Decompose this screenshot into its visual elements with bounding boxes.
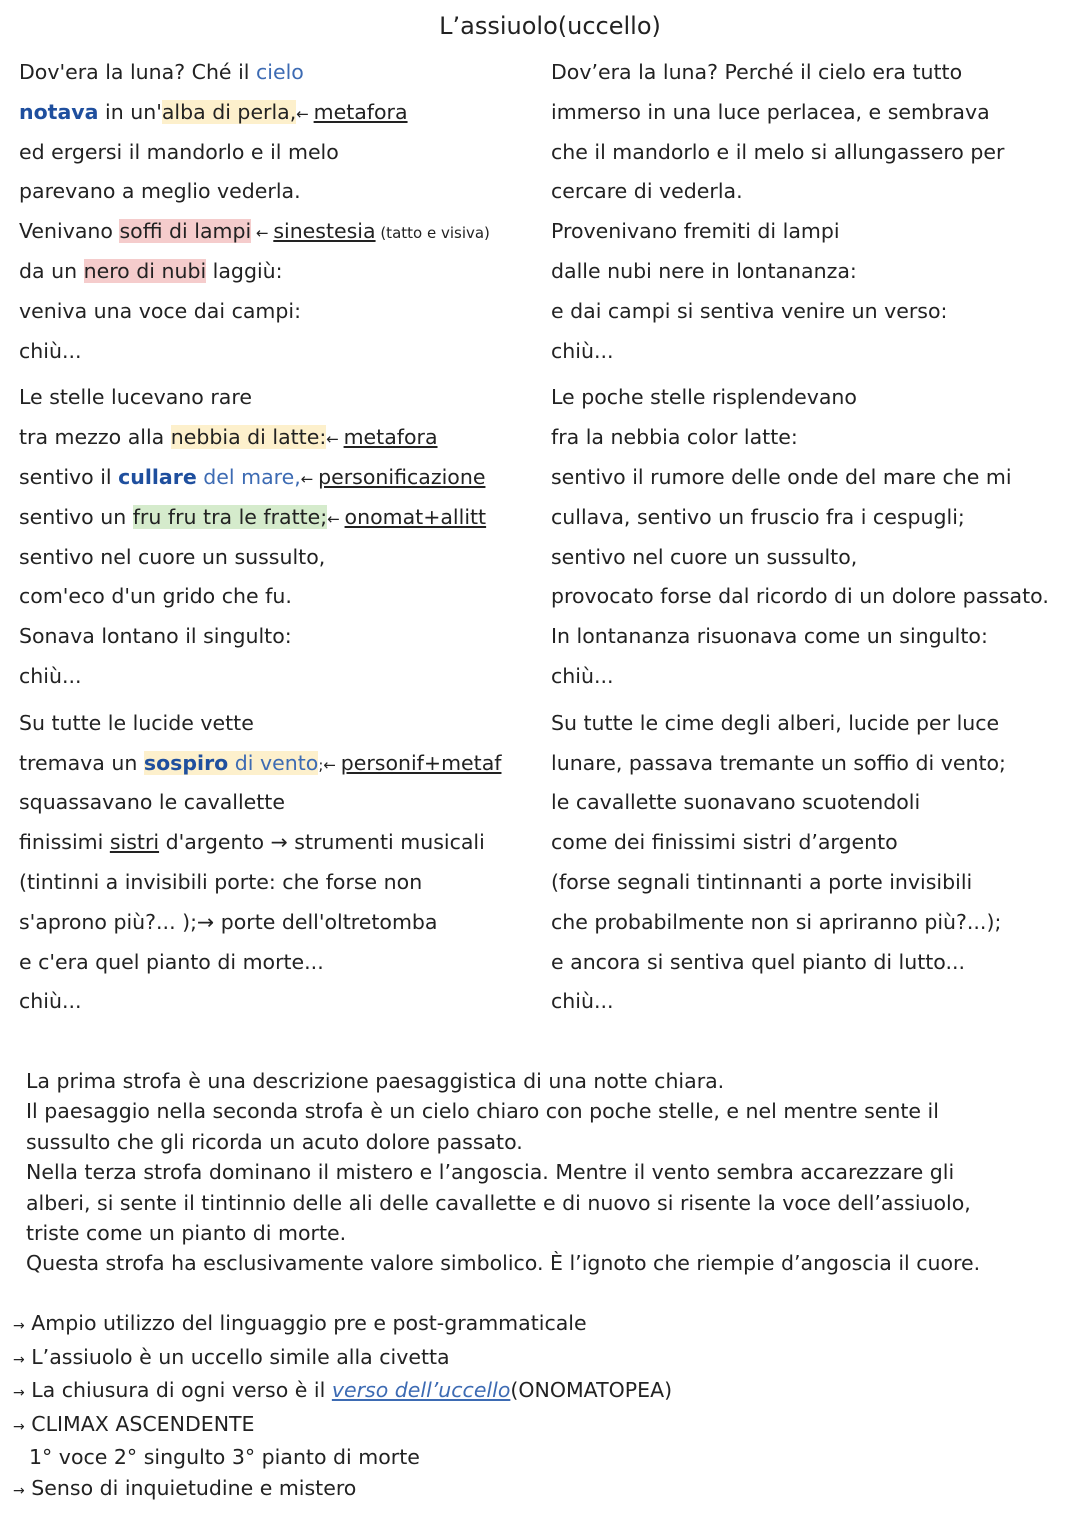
verse <box>19 743 539 783</box>
verse: sentivo nel cuore un sussulto, <box>19 544 326 569</box>
verse-text: tra mezzo alla <box>19 425 171 450</box>
paraphrase-line: cercare di vederla. <box>551 179 743 204</box>
paraphrase-line: Su tutte le cime degli alberi, lucide per luce <box>551 710 1000 735</box>
annotation-label: personificazione <box>318 464 486 489</box>
summary-line: Nella terza strofa dominano il mistero e l’angoscia. Mentre il vento sembra accarezzare gli <box>26 1160 955 1185</box>
paraphrase-line: sentivo il rumore delle onde del mare che mi <box>551 464 1012 489</box>
paraphrase-line: chiù... <box>551 338 614 363</box>
stanza-2 <box>19 377 539 695</box>
arrow-icon: ← <box>326 430 344 449</box>
verse-word-highlight: cielo <box>255 60 304 84</box>
summary-paragraph <box>26 1066 1066 1279</box>
paraphrase-line: e ancora si sentiva quel pianto di lutto... <box>551 949 966 974</box>
summary-line: Questa strofa ha esclusivamente valore simbolico. È l’ignoto che riempie d’angoscia il cuore. <box>26 1251 981 1276</box>
note-item <box>13 1473 1063 1507</box>
highlight-yellow: alba di perla, <box>161 99 297 124</box>
paraphrase-line: In lontananza risuonava come un singulto: <box>551 624 988 649</box>
verse-word-bold: sospiro <box>143 750 229 775</box>
verse-word-bold: cullare <box>118 464 197 489</box>
verse-text: sentivo un <box>19 504 133 529</box>
verse-text: d'argento → strumenti musicali <box>159 830 485 855</box>
summary-line: La prima strofa è una descrizione paesaggistica di una notte chiara. <box>26 1069 725 1093</box>
verse <box>19 457 539 497</box>
verse: parevano a meglio vederla. <box>19 179 301 204</box>
verse: squassavano le cavallette <box>19 790 285 815</box>
verse-text: Venivano <box>19 219 120 244</box>
paraphrase-line: dalle nubi nere in lontananza: <box>551 258 857 283</box>
notes-list <box>13 1308 1063 1507</box>
arrow-icon: ← <box>251 224 274 243</box>
note-text: La chiusura di ogni verso è il <box>31 1378 332 1403</box>
verse-text: tremava un <box>19 750 144 775</box>
arrow-icon: ← <box>300 469 319 488</box>
paraphrase-line: Dov’era la luna? Perché il cielo era tutto <box>551 60 963 84</box>
paraphrase-line: chiù... <box>551 663 614 688</box>
note-text: CLIMAX ASCENDENTE <box>31 1411 255 1436</box>
verse <box>19 251 539 291</box>
note-subitem: 1° voce 2° singulto 3° pianto di morte <box>29 1445 420 1470</box>
summary-line: Il paesaggio nella seconda strofa è un cielo chiaro con poche stelle, e nel mentre sente il <box>26 1099 939 1124</box>
paraphrase-line: chiù... <box>551 989 614 1014</box>
verse-text: Dov'era la luna? Ché il <box>19 60 256 84</box>
stanza-3 <box>19 703 539 1021</box>
paraphrase-stanza-1 <box>551 52 1076 370</box>
paraphrase-column <box>551 52 1076 1021</box>
verse: ed ergersi il mandorlo e il melo <box>19 139 339 164</box>
arrow-icon: → <box>13 1482 25 1499</box>
paraphrase-line: sentivo nel cuore un sussulto, <box>551 544 858 569</box>
verso-uccello-link[interactable]: verso dell’uccello <box>331 1378 511 1403</box>
paraphrase-line: cullava, sentivo un fruscio fra i cespugli; <box>551 504 965 529</box>
note-item <box>13 1409 1063 1443</box>
verse-refrain: chiù... <box>19 338 82 363</box>
arrow-icon: → <box>13 1351 25 1368</box>
verse <box>19 497 539 537</box>
paraphrase-stanza-3 <box>551 703 1076 1021</box>
verse: e c'era quel pianto di morte... <box>19 949 324 974</box>
highlight-yellow: nebbia di latte: <box>170 425 327 450</box>
paraphrase-line: che il mandorlo e il melo si allungassero per <box>551 139 1005 164</box>
note-text: Senso di inquietudine e mistero <box>31 1475 357 1500</box>
annotation-label: sinestesia <box>273 219 376 244</box>
highlight-green: fru fru tra le fratte; <box>132 504 328 529</box>
highlight-red: nero di nubi <box>83 258 207 283</box>
verse-word-bold: notava <box>19 99 99 124</box>
note-item <box>13 1308 1063 1342</box>
paraphrase-line: Le poche stelle risplendevano <box>551 385 857 410</box>
stanza-1 <box>19 52 539 370</box>
paraphrase-line: immerso in una luce perlacea, e sembrava <box>551 99 990 124</box>
arrow-icon: → <box>13 1418 25 1435</box>
paraphrase-line: lunare, passava tremante un soffio di vento; <box>551 750 1006 775</box>
verse: veniva una voce dai campi: <box>19 298 301 323</box>
note-item <box>13 1375 1063 1409</box>
verse <box>19 211 539 251</box>
arrow-icon: ← <box>296 104 314 123</box>
verse-refrain: chiù... <box>19 989 82 1014</box>
verse: Su tutte le lucide vette <box>19 710 254 735</box>
summary-line: alberi, si sente il tintinnio delle ali delle cavallette e di nuovo si risente la voce dell’assiuolo, <box>26 1190 971 1215</box>
summary-line: triste come un pianto di morte. <box>26 1221 347 1246</box>
verse-text: in un' <box>98 99 162 124</box>
paraphrase-line: come dei finissimi sistri d’argento <box>551 830 898 855</box>
annotation-label: metafora <box>343 425 438 450</box>
paraphrase-line: provocato forse dal ricordo di un dolore passato. <box>551 584 1049 609</box>
verse <box>19 52 539 92</box>
arrow-icon: → <box>13 1318 25 1334</box>
verse: Le stelle lucevano rare <box>19 385 252 410</box>
annotation-label: personif+metaf <box>340 750 502 775</box>
poem-original-column <box>19 52 539 1021</box>
note-text: Ampio utilizzo del linguaggio pre e post-grammaticale <box>31 1311 587 1335</box>
arrow-icon: ← <box>327 509 345 528</box>
verse-word-highlight: del mare, <box>196 464 301 489</box>
verse-refrain: chiù... <box>19 663 82 688</box>
page-title: L’assiuolo(uccello) <box>439 12 661 40</box>
verse-text: finissimi <box>19 830 110 855</box>
note-text: L’assiuolo è un uccello simile alla civetta <box>31 1344 450 1369</box>
verse-word-underlined: sistri <box>109 830 160 855</box>
paraphrase-line: che probabilmente non si apriranno più?...); <box>551 909 1002 934</box>
verse-text: sentivo il <box>19 464 119 489</box>
verse: com'eco d'un grido che fu. <box>19 584 292 609</box>
verse: s'aprono più?... );→ porte dell'oltretomba <box>19 909 438 934</box>
verse <box>19 822 539 862</box>
note-text: (ONOMATOPEA) <box>510 1378 673 1403</box>
paraphrase-stanza-2 <box>551 377 1076 695</box>
paraphrase-line: Provenivano fremiti di lampi <box>551 219 840 244</box>
verse <box>19 417 539 457</box>
verse <box>19 92 539 132</box>
arrow-icon: ;← <box>318 755 341 774</box>
note-item <box>13 1342 1063 1376</box>
arrow-icon: → <box>13 1385 25 1402</box>
verse: Sonava lontano il singulto: <box>19 624 292 649</box>
paraphrase-line: e dai campi si sentiva venire un verso: <box>551 298 948 323</box>
highlight-red: soffi di lampi <box>119 219 252 244</box>
verse: (tintinni a invisibili porte: che forse non <box>19 869 423 894</box>
verse-word-highlight: di vento <box>228 750 319 775</box>
summary-line: sussulto che gli ricorda un acuto dolore passato. <box>26 1129 523 1154</box>
paraphrase-line: le cavallette suonavano scuotendoli <box>551 790 921 815</box>
paraphrase-line: fra la nebbia color latte: <box>551 425 798 450</box>
annotation-note: (tatto e visiva) <box>375 224 490 243</box>
annotation-label: metafora <box>313 99 408 124</box>
verse-text: laggiù: <box>206 258 283 283</box>
annotation-label: onomat+allitt <box>344 504 487 529</box>
verse-text: da un <box>19 258 84 283</box>
paraphrase-line: (forse segnali tintinnanti a porte invisibili <box>551 869 973 894</box>
